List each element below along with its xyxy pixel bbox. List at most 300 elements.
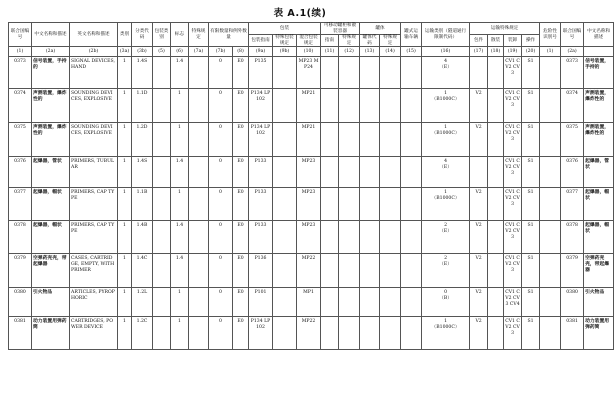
cell-c18: CV1 CV2 CV3 <box>504 123 522 157</box>
cell-un2: 0379 <box>561 254 584 288</box>
cell-cn2: 空弹药壳壳，带起爆器 <box>584 254 614 288</box>
cell-transport-category <box>422 188 470 221</box>
header-limited-excepted: 有限数量和例外数量 <box>209 23 249 47</box>
cell-c14 <box>401 89 422 123</box>
cell-c3b: 1.2C <box>132 317 153 350</box>
cell-c3b: 1.4B <box>132 221 153 254</box>
cell-c10 <box>321 157 339 188</box>
cell-c9b: MP23 <box>297 221 321 254</box>
table-title: 表 A.1(续) <box>273 8 327 19</box>
transport-category-value: 1 <box>444 319 448 325</box>
cell-c11 <box>339 317 360 350</box>
header-labels: 标志 <box>171 23 189 47</box>
cell-c9b: MP23 <box>297 157 321 188</box>
cell-c8: P133 <box>249 188 273 221</box>
cell-c20 <box>540 254 561 288</box>
cell-c3a: 1 <box>118 157 132 188</box>
cell-c9a <box>273 57 297 89</box>
cell-un2: 0377 <box>561 188 584 221</box>
cell-c3a: 1 <box>118 57 132 89</box>
cell-c3b: 1.2L <box>132 288 153 317</box>
cell-c13 <box>380 123 401 157</box>
col-num: (14) <box>380 47 401 57</box>
cell-c17 <box>488 188 504 221</box>
cell-c9b: MP21 <box>297 123 321 157</box>
cell-en: SOUNDING DEVICES, EXPLOSIVE <box>70 89 118 123</box>
cell-c4 <box>153 157 171 188</box>
cell-c16: V2 <box>470 288 488 317</box>
cell-c3b: 1.4C <box>132 254 153 288</box>
col-num: (9a) <box>249 47 273 57</box>
cell-un2: 0381 <box>561 317 584 350</box>
col-num: (11) <box>321 47 339 57</box>
cell-c5: 1.4 <box>171 157 189 188</box>
cell-c16: V2 <box>470 188 488 221</box>
cell-transport-category <box>422 89 470 123</box>
column-number-row <box>9 47 614 57</box>
cell-c3a: 1 <box>118 221 132 254</box>
header-packing-instructions: 包装指南 <box>249 35 273 47</box>
transport-category-value: 1 <box>444 125 448 131</box>
cell-c7a: 0 <box>209 123 233 157</box>
tunnel-code-value: （B1000C） <box>431 130 460 136</box>
cell-cn2: 起爆器，管状 <box>584 157 614 188</box>
cell-c12 <box>360 123 380 157</box>
col-num <box>584 47 614 57</box>
transport-category-value: 1 <box>444 91 448 97</box>
cell-c20 <box>540 123 561 157</box>
cell-c17 <box>488 254 504 288</box>
cell-c9b: MP23 <box>297 188 321 221</box>
table-body <box>9 57 614 350</box>
cell-c12 <box>360 221 380 254</box>
cell-c6 <box>189 89 209 123</box>
header-special-rules: 特殊规定 <box>339 35 360 47</box>
table-row <box>9 221 614 254</box>
col-num: (9b) <box>273 47 297 57</box>
cell-c9b: MP23 MP24 <box>297 57 321 89</box>
cell-c8: P133 <box>249 221 273 254</box>
cell-c7a: 0 <box>209 221 233 254</box>
cell-c13 <box>380 254 401 288</box>
table-row <box>9 57 614 89</box>
cell-cn: 信号装置，手持的 <box>32 57 70 89</box>
cell-c16: V2 <box>470 89 488 123</box>
cell-c7b: E0 <box>233 288 249 317</box>
cell-c9a <box>273 288 297 317</box>
cell-c5: 1 <box>171 89 189 123</box>
cell-c7a: 0 <box>209 157 233 188</box>
cell-c14 <box>401 57 422 89</box>
cell-c5: 1 <box>171 188 189 221</box>
cell-c7a: 0 <box>209 188 233 221</box>
cell-c4 <box>153 288 171 317</box>
cell-c18: CV1 CV2 CV3 <box>504 317 522 350</box>
cell-en: CARTRIDGES, POWER DEVICE <box>70 317 118 350</box>
cell-c11 <box>339 57 360 89</box>
cell-c7b: E0 <box>233 188 249 221</box>
cell-en: PRIMERS, CAP TYPE <box>70 221 118 254</box>
cell-c11 <box>339 123 360 157</box>
cell-cn2: 声测装置，爆炸性的 <box>584 123 614 157</box>
cell-c14 <box>401 254 422 288</box>
cell-c7a: 0 <box>209 288 233 317</box>
cell-cn: 起爆器，管状 <box>32 157 70 188</box>
cell-c13 <box>380 57 401 89</box>
cell-un: 0374 <box>9 89 32 123</box>
cell-c9a <box>273 123 297 157</box>
cell-c13 <box>380 188 401 221</box>
table-row <box>9 254 614 288</box>
cell-c20 <box>540 57 561 89</box>
cell-c17 <box>488 89 504 123</box>
cell-c14 <box>401 157 422 188</box>
cell-c7b: E0 <box>233 123 249 157</box>
cell-cn: 起爆器，帽状 <box>32 221 70 254</box>
cell-c8: P134 LP102 <box>249 89 273 123</box>
col-num: (12) <box>339 47 360 57</box>
header-transport-special: 运输特殊规定 <box>470 23 540 35</box>
cell-cn: 声测装置，爆炸性的 <box>32 89 70 123</box>
cell-en: SIGNAL DEVICES, HAND <box>70 57 118 89</box>
cell-c7a: 0 <box>209 89 233 123</box>
transport-category-value: 0 <box>444 290 448 296</box>
cell-c4 <box>153 221 171 254</box>
cell-un: 0379 <box>9 254 32 288</box>
cell-un2: 0376 <box>561 157 584 188</box>
col-num: (1) <box>9 47 32 57</box>
cell-un2: 0380 <box>561 288 584 317</box>
cell-cn2: 动力装置用弹药筒 <box>584 317 614 350</box>
dangerous-goods-table <box>8 22 614 350</box>
cell-un: 0380 <box>9 288 32 317</box>
header-class: 类别 <box>118 23 132 47</box>
transport-category-value: 2 <box>444 256 448 262</box>
header-mixed-packing: 混合包装规定 <box>297 35 321 47</box>
cell-cn: 动力装置用弹药筒 <box>32 317 70 350</box>
cell-c3b: 1.1D <box>132 89 153 123</box>
header-packages: 包件 <box>470 35 488 47</box>
cell-c18: CV1 CV2 CV3 <box>504 221 522 254</box>
cell-c7b: E0 <box>233 221 249 254</box>
cell-c17 <box>488 288 504 317</box>
cell-c9b: MP21 <box>297 89 321 123</box>
cell-c7b: E0 <box>233 254 249 288</box>
cell-en: CASES, CARTRIDGE, EMPTY, WITH PRIMER <box>70 254 118 288</box>
cell-c7a: 0 <box>209 317 233 350</box>
transport-category-value: 1 <box>444 190 448 196</box>
table-row <box>9 89 614 123</box>
cell-en: ARTICLES, PYROPHORIC <box>70 288 118 317</box>
cell-c10 <box>321 57 339 89</box>
col-num: (2a) <box>561 47 584 57</box>
cell-c19: S1 <box>522 123 540 157</box>
cell-c14 <box>401 288 422 317</box>
cell-c18: CV1 CV2 CV3 <box>504 157 522 188</box>
header-cn-name-2: 中文名称和描述 <box>584 23 614 47</box>
cell-un2: 0373 <box>561 57 584 89</box>
tunnel-code-value: （B1000C） <box>431 96 460 102</box>
cell-c10 <box>321 288 339 317</box>
cell-c16 <box>470 157 488 188</box>
cell-un2: 0375 <box>561 123 584 157</box>
cell-c9a <box>273 254 297 288</box>
cell-c6 <box>189 317 209 350</box>
cell-c18: CV1 CV2 CV3 <box>504 57 522 89</box>
table-row <box>9 288 614 317</box>
header-loading: 装卸 <box>504 35 522 47</box>
cell-c8: P135 <box>249 57 273 89</box>
header-cn-name: 中文名称和描述 <box>32 23 70 47</box>
cell-cn2: 声测装置，爆炸性的 <box>584 89 614 123</box>
header-portable-tanks: 可移动罐柜和散装容器 <box>321 23 360 35</box>
col-num: (5) <box>153 47 171 57</box>
cell-cn: 声测装置，爆炸性的 <box>32 123 70 157</box>
tunnel-code-value: （E） <box>439 261 452 267</box>
cell-c11 <box>339 89 360 123</box>
cell-c5: 1.4 <box>171 221 189 254</box>
cell-c10 <box>321 123 339 157</box>
col-num: (17) <box>470 47 488 57</box>
cell-c11 <box>339 221 360 254</box>
cell-c19: S1 <box>522 317 540 350</box>
cell-c12 <box>360 288 380 317</box>
cell-c5: 1.4 <box>171 57 189 89</box>
cell-c9a <box>273 89 297 123</box>
cell-c10 <box>321 317 339 350</box>
cell-c19: S1 <box>522 157 540 188</box>
cell-c3a: 1 <box>118 89 132 123</box>
col-num: (8) <box>233 47 249 57</box>
cell-cn: 起爆器，帽状 <box>32 188 70 221</box>
cell-en: PRIMERS, CAP TYPE <box>70 188 118 221</box>
cell-cn: 引火物品 <box>32 288 70 317</box>
table-row <box>9 317 614 350</box>
cell-c4 <box>153 123 171 157</box>
table-header <box>9 23 614 57</box>
cell-c4 <box>153 254 171 288</box>
cell-c19: S1 <box>522 288 540 317</box>
transport-category-value: 2 <box>444 223 448 229</box>
cell-c20 <box>540 221 561 254</box>
cell-c5: 1 <box>171 317 189 350</box>
cell-en: SOUNDING DEVICES, EXPLOSIVE <box>70 123 118 157</box>
cell-c7a: 0 <box>209 57 233 89</box>
cell-c18: CV1 CV2 CV3 <box>504 89 522 123</box>
cell-c10 <box>321 89 339 123</box>
cell-c8: P134 LP102 <box>249 123 273 157</box>
col-num: (2a) <box>32 47 70 57</box>
col-num: (15) <box>401 47 422 57</box>
cell-transport-category <box>422 123 470 157</box>
cell-c5: 1 <box>171 288 189 317</box>
cell-c7b: E0 <box>233 157 249 188</box>
cell-transport-category <box>422 254 470 288</box>
cell-c18: CV1 CV2 CV3 CV4 <box>504 288 522 317</box>
tunnel-code-value: （B1000C） <box>431 195 460 201</box>
cell-c6 <box>189 157 209 188</box>
table-row <box>9 188 614 221</box>
cell-c5: 1.4 <box>171 254 189 288</box>
cell-c17 <box>488 317 504 350</box>
cell-c6 <box>189 288 209 317</box>
cell-c9b: MP1 <box>297 288 321 317</box>
cell-c12 <box>360 317 380 350</box>
cell-c4 <box>153 89 171 123</box>
cell-c10 <box>321 254 339 288</box>
cell-c20 <box>540 188 561 221</box>
cell-c19: S1 <box>522 89 540 123</box>
tunnel-code-value: （B） <box>439 295 452 301</box>
cell-c9b: MP22 <box>297 317 321 350</box>
cell-c3b: 1.2D <box>132 123 153 157</box>
col-num: (3b) <box>132 47 153 57</box>
tunnel-code-value: （B1000C） <box>431 324 460 330</box>
header-tank-special: 特殊规定 <box>380 35 401 47</box>
cell-c13 <box>380 288 401 317</box>
header-tank: 罐体 <box>360 23 401 35</box>
header-packaging: 包装 <box>249 23 321 35</box>
cell-c4 <box>153 188 171 221</box>
col-num: (19) <box>504 47 522 57</box>
cell-c9a <box>273 188 297 221</box>
cell-c6 <box>189 57 209 89</box>
cell-un2: 0378 <box>561 221 584 254</box>
cell-c19: S1 <box>522 221 540 254</box>
cell-c20 <box>540 288 561 317</box>
cell-un2: 0374 <box>561 89 584 123</box>
cell-en: PRIMERS, TUBULAR <box>70 157 118 188</box>
col-num: (10) <box>297 47 321 57</box>
cell-c7b: E0 <box>233 57 249 89</box>
cell-c3b: 1.4S <box>132 157 153 188</box>
cell-c14 <box>401 221 422 254</box>
cell-c14 <box>401 317 422 350</box>
cell-c3a: 1 <box>118 288 132 317</box>
table-row <box>9 123 614 157</box>
transport-category-value: 4 <box>444 59 448 65</box>
cell-c8: P101 <box>249 288 273 317</box>
cell-c16: V2 <box>470 123 488 157</box>
cell-c19: S1 <box>522 254 540 288</box>
cell-un: 0377 <box>9 188 32 221</box>
col-num: (6) <box>171 47 189 57</box>
cell-transport-category <box>422 157 470 188</box>
col-num: (20) <box>522 47 540 57</box>
cell-cn2: 起爆器，帽状 <box>584 188 614 221</box>
cell-c3a: 1 <box>118 317 132 350</box>
cell-c14 <box>401 188 422 221</box>
tunnel-code-value: （E） <box>439 64 452 70</box>
cell-transport-category <box>422 317 470 350</box>
cell-c11 <box>339 157 360 188</box>
header-instructions: 指南 <box>321 35 339 47</box>
header-un-no: 联合国编号 <box>9 23 32 47</box>
cell-un: 0375 <box>9 123 32 157</box>
header-hazard-id: 危险性识别号 <box>540 23 561 47</box>
cell-c12 <box>360 157 380 188</box>
header-bulk: 散装 <box>488 35 504 47</box>
cell-un: 0376 <box>9 157 32 188</box>
cell-c20 <box>540 89 561 123</box>
header-class-code: 分类代码 <box>132 23 153 47</box>
cell-c4 <box>153 57 171 89</box>
cell-c8: P133 <box>249 157 273 188</box>
cell-c3b: 1.1B <box>132 188 153 221</box>
cell-un: 0373 <box>9 57 32 89</box>
cell-c9b: MP22 <box>297 254 321 288</box>
cell-c10 <box>321 221 339 254</box>
header-en-name: 英文名称和描述 <box>70 23 118 47</box>
cell-c6 <box>189 254 209 288</box>
tunnel-code-value: （E） <box>439 228 452 234</box>
cell-c20 <box>540 157 561 188</box>
cell-c13 <box>380 89 401 123</box>
cell-cn: 空弹药壳壳，带起爆器 <box>32 254 70 288</box>
table-row <box>9 157 614 188</box>
cell-transport-category <box>422 57 470 89</box>
cell-c10 <box>321 188 339 221</box>
cell-un: 0378 <box>9 221 32 254</box>
cell-transport-category <box>422 221 470 254</box>
cell-c6 <box>189 188 209 221</box>
header-special-provisions: 特殊规定 <box>189 23 209 47</box>
cell-c4 <box>153 317 171 350</box>
cell-c14 <box>401 123 422 157</box>
cell-cn2: 起爆器，帽状 <box>584 221 614 254</box>
cell-c20 <box>540 317 561 350</box>
cell-un: 0381 <box>9 317 32 350</box>
cell-c3a: 1 <box>118 254 132 288</box>
cell-c17 <box>488 221 504 254</box>
col-num: (13) <box>360 47 380 57</box>
cell-c16 <box>470 57 488 89</box>
cell-c11 <box>339 188 360 221</box>
cell-c3a: 1 <box>118 188 132 221</box>
cell-c5: 1 <box>171 123 189 157</box>
cell-c19: S1 <box>522 188 540 221</box>
col-num: (18) <box>488 47 504 57</box>
cell-c3b: 1.4S <box>132 57 153 89</box>
header-un-no-2: 联合国编号 <box>561 23 584 47</box>
col-num: (7a) <box>189 47 209 57</box>
header-packing-group: 包装类别 <box>153 23 171 47</box>
cell-cn2: 信号装置，手持的 <box>584 57 614 89</box>
transport-category-value: 4 <box>444 159 448 165</box>
col-num: (16) <box>422 47 470 57</box>
cell-c11 <box>339 254 360 288</box>
cell-c16: V2 <box>470 254 488 288</box>
col-num: (2b) <box>70 47 118 57</box>
cell-c6 <box>189 221 209 254</box>
cell-c13 <box>380 317 401 350</box>
cell-c13 <box>380 157 401 188</box>
cell-c19: S1 <box>522 57 540 89</box>
header-vehicle-tank: 罐式运输车辆 <box>401 23 422 47</box>
cell-c3a: 1 <box>118 123 132 157</box>
cell-c17 <box>488 157 504 188</box>
cell-c9a <box>273 157 297 188</box>
cell-c18: CV1 CV2 CV3 <box>504 254 522 288</box>
cell-c8: P134 LP102 <box>249 317 273 350</box>
cell-c9a <box>273 317 297 350</box>
tunnel-code-value: （E） <box>439 164 452 170</box>
header-transport-category: 运输类别（隧道通行限制代码） <box>422 23 470 47</box>
cell-c7a: 0 <box>209 254 233 288</box>
cell-c17 <box>488 57 504 89</box>
cell-c13 <box>380 221 401 254</box>
cell-c12 <box>360 89 380 123</box>
